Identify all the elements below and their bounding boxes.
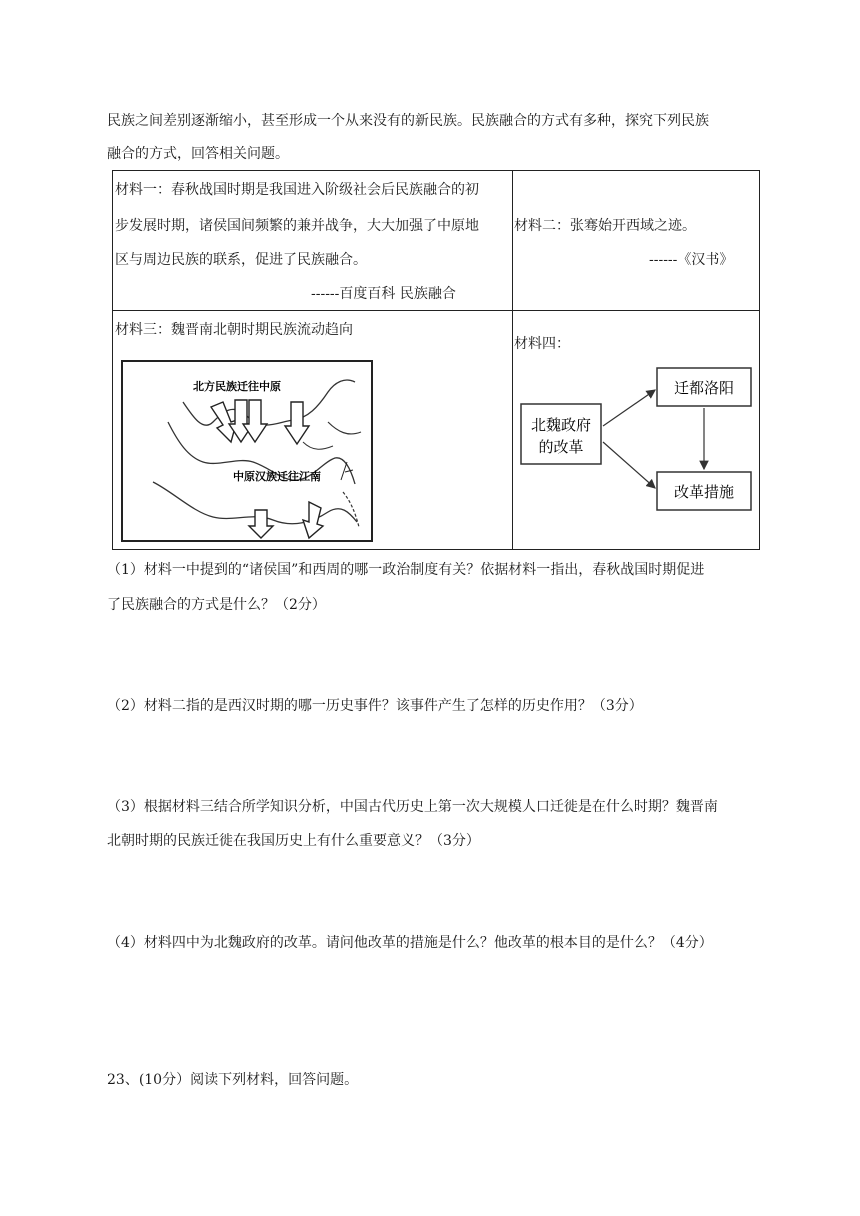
migration-map: [121, 360, 373, 542]
question-4: （4）材料四中为北魏政府的改革。请问他改革的措施是什么？他改革的根本目的是什么？（4分）: [107, 935, 713, 951]
intro-line-1: 民族之间差别逐渐缩小，甚至形成一个从来没有的新民族。民族融合的方式有多种，探究下列民族: [107, 113, 709, 129]
material2-source: ------《汉书》: [649, 252, 734, 268]
intro-line-2: 融合的方式，回答相关问题。: [107, 146, 289, 162]
table-divider-vertical: [512, 171, 513, 549]
reform-flowchart: [515, 356, 757, 518]
material3-title: 材料三：魏晋南北朝时期民族流动趋向: [115, 322, 353, 338]
map-label-south: 中原汉族迁往江南: [233, 470, 321, 483]
table-divider-horizontal: [113, 310, 759, 311]
migration-map-drawing: [123, 362, 371, 540]
question-1-line1: （1）材料一中提到的“诸侯国”和西周的哪一政治制度有关？依据材料一指出，春秋战国时期促进: [107, 562, 705, 578]
box-main-line2: 的改革: [538, 438, 584, 456]
question-23: 23、(10分）阅读下列材料，回答问题。: [107, 1072, 359, 1088]
box-bottom-label: 改革措施: [673, 483, 735, 501]
material1-source: ------百度百科 民族融合: [311, 286, 456, 302]
question-3-line1: （3）根据材料三结合所学知识分析，中国古代历史上第一次大规模人口迁徙是在什么时期？魏晋南: [107, 799, 718, 815]
arrow-to-top: [603, 390, 655, 426]
migration-arrow-6: [303, 502, 323, 538]
reform-flowchart-drawing: [515, 356, 757, 518]
material2-text: 材料二：张骞始开西域之迹。: [514, 218, 696, 234]
box-main-line1: 北魏政府: [530, 416, 592, 434]
question-2: （2）材料二指的是西汉时期的哪一历史事件？该事件产生了怎样的历史作用？（3分）: [107, 698, 643, 714]
material1-line2: 步发展时期，诸侯国间频繁的兼并战争，大大加强了中原地: [115, 218, 479, 234]
material1-line1: 材料一：春秋战国时期是我国进入阶级社会后民族融合的初: [115, 182, 479, 198]
migration-arrow-1: [211, 402, 237, 442]
migration-arrow-5: [249, 510, 273, 538]
migration-arrow-4: [285, 402, 309, 444]
question-1-line2: 了民族融合的方式是什么？（2分）: [107, 597, 326, 613]
materials-table: [112, 170, 760, 550]
box-top-label: 迁都洛阳: [673, 379, 735, 397]
material1-line3: 区与周边民族的联系，促进了民族融合。: [115, 252, 367, 268]
question-3-line2: 北朝时期的民族迁徙在我国历史上有什么重要意义？（3分）: [107, 833, 480, 849]
material4-title: 材料四：: [514, 336, 570, 352]
map-label-north: 北方民族迁往中原: [193, 380, 281, 393]
arrow-to-bottom: [603, 442, 655, 488]
